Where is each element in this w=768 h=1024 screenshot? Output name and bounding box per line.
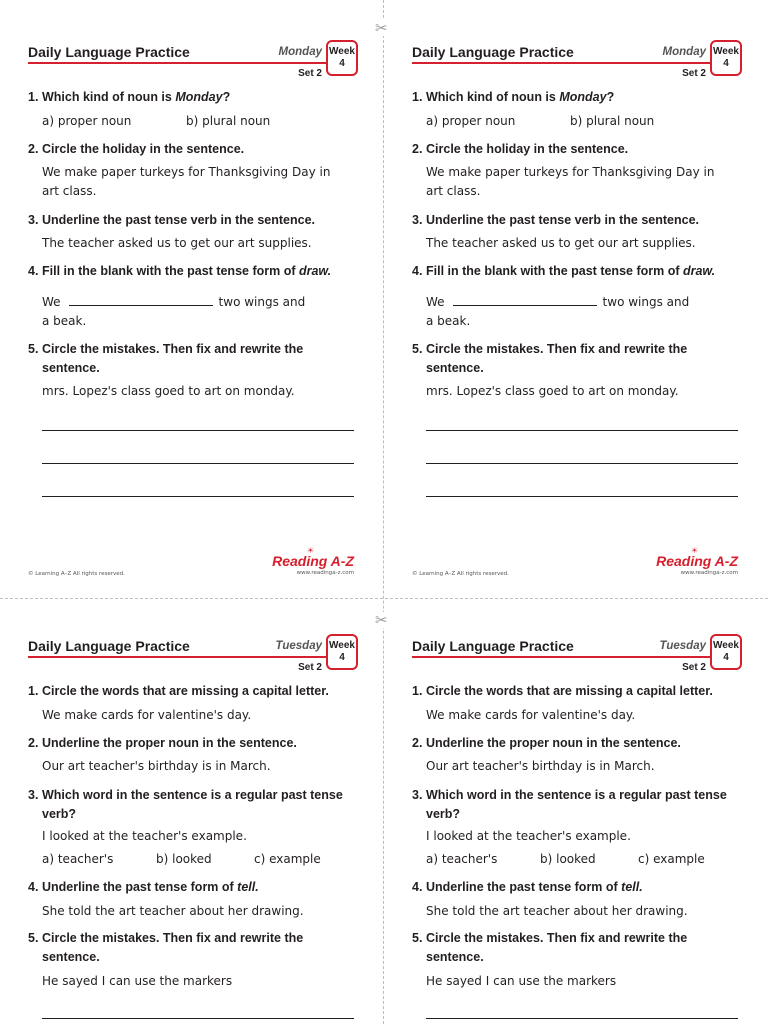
day-label: Monday [662, 46, 706, 58]
question-5-sentence: mrs. Lopez's class goed to art on monday. [42, 384, 295, 398]
header-rule [28, 62, 328, 64]
website-url: www.readinga-z.com [680, 570, 738, 576]
reading-az-logo: Reading A-Z [656, 553, 738, 569]
question-5: 5. Circle the mistakes. Then fix and rewrite the sentence. [412, 931, 688, 964]
question-4: 4. Underline the past tense form of tell. [28, 880, 259, 894]
question-4-sentence: She told the art teacher about her drawing. [426, 904, 688, 918]
day-label: Monday [278, 46, 322, 58]
question-5-sentence: mrs. Lopez's class goed to art on monday. [426, 384, 679, 398]
worksheet-card-tuesday-right [412, 634, 742, 1024]
reading-az-logo: Reading A-Z [272, 553, 354, 569]
question-3-sentence: I looked at the teacher's example. [426, 829, 631, 843]
set-label: Set 2 [298, 662, 322, 673]
option-a: a) proper noun [426, 114, 516, 128]
horizontal-cut-line [0, 598, 768, 599]
card-title: Daily Language Practice [28, 44, 190, 60]
fill-in-blank-continued: a beak. [426, 314, 471, 328]
card-title: Daily Language Practice [28, 638, 190, 654]
worksheet-card-monday-left [28, 40, 358, 590]
website-url: www.readinga-z.com [296, 570, 354, 576]
writing-line[interactable] [42, 496, 354, 497]
copyright: © Learning A–Z All rights reserved. [28, 571, 125, 577]
week-badge: Week 4 [710, 40, 742, 76]
question-2: 2. Underline the proper noun in the sentence. [28, 736, 297, 750]
question-2: 2. Circle the holiday in the sentence. [412, 142, 629, 156]
card-title: Daily Language Practice [412, 638, 574, 654]
scissors-icon: ✂ [375, 19, 388, 37]
writing-line[interactable] [42, 463, 354, 464]
option-b: b) plural noun [186, 114, 271, 128]
writing-line[interactable] [42, 1018, 354, 1019]
question-4-sentence: She told the art teacher about her drawing. [42, 904, 304, 918]
fill-in-blank: We two wings and [426, 295, 690, 309]
day-label: Tuesday [275, 640, 322, 652]
question-3: 3. Which word in the sentence is a regular past tense verb? [28, 788, 343, 821]
question-1: 1. Which kind of noun is Monday? [412, 90, 615, 104]
blank-line[interactable] [453, 294, 597, 306]
day-label: Tuesday [659, 640, 706, 652]
question-3-sentence: The teacher asked us to get our art supplies. [42, 236, 312, 250]
week-badge: Week 4 [326, 634, 358, 670]
question-2-sentence: Our art teacher's birthday is in March. [42, 759, 271, 773]
vertical-cut-line [383, 0, 384, 1024]
fill-in-blank-continued: a beak. [42, 314, 87, 328]
option-b: b) plural noun [570, 114, 655, 128]
question-5-sentence: He sayed I can use the markers [42, 974, 233, 988]
question-5: 5. Circle the mistakes. Then fix and rewrite the sentence. [28, 931, 304, 964]
option-a: a) proper noun [42, 114, 132, 128]
fill-in-blank: We two wings and [42, 295, 306, 309]
question-4: 4. Fill in the blank with the past tense form of draw. [412, 264, 716, 278]
question-3: 3. Underline the past tense verb in the sentence. [412, 213, 699, 227]
option-b: b) looked [156, 852, 212, 866]
question-2-sentence: We make paper turkeys for Thanksgiving Day in art class. [426, 165, 715, 198]
option-a: a) teacher's [426, 852, 498, 866]
header-rule [412, 656, 712, 658]
writing-line[interactable] [426, 430, 738, 431]
question-3-sentence: I looked at the teacher's example. [42, 829, 247, 843]
question-1-sentence: We make cards for valentine's day. [42, 708, 252, 722]
question-1: 1. Circle the words that are missing a capital letter. [412, 684, 713, 698]
header-rule [412, 62, 712, 64]
card-title: Daily Language Practice [412, 44, 574, 60]
option-c: c) example [638, 852, 705, 866]
option-a: a) teacher's [42, 852, 114, 866]
writing-line[interactable] [42, 430, 354, 431]
set-label: Set 2 [682, 662, 706, 673]
question-5-sentence: He sayed I can use the markers [426, 974, 617, 988]
set-label: Set 2 [682, 68, 706, 79]
question-4: 4. Fill in the blank with the past tense form of draw. [28, 264, 332, 278]
set-label: Set 2 [298, 68, 322, 79]
week-badge: Week 4 [710, 634, 742, 670]
copyright: © Learning A–Z All rights reserved. [412, 571, 509, 577]
question-4: 4. Underline the past tense form of tell. [412, 880, 643, 894]
writing-line[interactable] [426, 1018, 738, 1019]
writing-line[interactable] [426, 463, 738, 464]
question-3-sentence: The teacher asked us to get our art supplies. [426, 236, 696, 250]
question-5: 5. Circle the mistakes. Then fix and rewrite the sentence. [412, 342, 688, 375]
worksheet-card-monday-right [412, 40, 742, 590]
question-2-sentence: We make paper turkeys for Thanksgiving Day in art class. [42, 165, 331, 198]
week-badge: Week 4 [326, 40, 358, 76]
blank-line[interactable] [69, 294, 213, 306]
question-2: 2. Underline the proper noun in the sentence. [412, 736, 681, 750]
header-rule [28, 656, 328, 658]
question-3: 3. Which word in the sentence is a regular past tense verb? [412, 788, 727, 821]
question-5: 5. Circle the mistakes. Then fix and rewrite the sentence. [28, 342, 304, 375]
question-1: 1. Circle the words that are missing a capital letter. [28, 684, 329, 698]
writing-line[interactable] [426, 496, 738, 497]
option-b: b) looked [540, 852, 596, 866]
scissors-icon: ✂ [375, 611, 388, 629]
sun-icon: ☀ [690, 546, 698, 555]
option-c: c) example [254, 852, 321, 866]
sun-icon: ☀ [306, 546, 314, 555]
question-2: 2. Circle the holiday in the sentence. [28, 142, 245, 156]
worksheet-card-tuesday-left [28, 634, 358, 1024]
question-3: 3. Underline the past tense verb in the sentence. [28, 213, 315, 227]
question-2-sentence: Our art teacher's birthday is in March. [426, 759, 655, 773]
question-1: 1. Which kind of noun is Monday? [28, 90, 231, 104]
question-1-sentence: We make cards for valentine's day. [426, 708, 636, 722]
